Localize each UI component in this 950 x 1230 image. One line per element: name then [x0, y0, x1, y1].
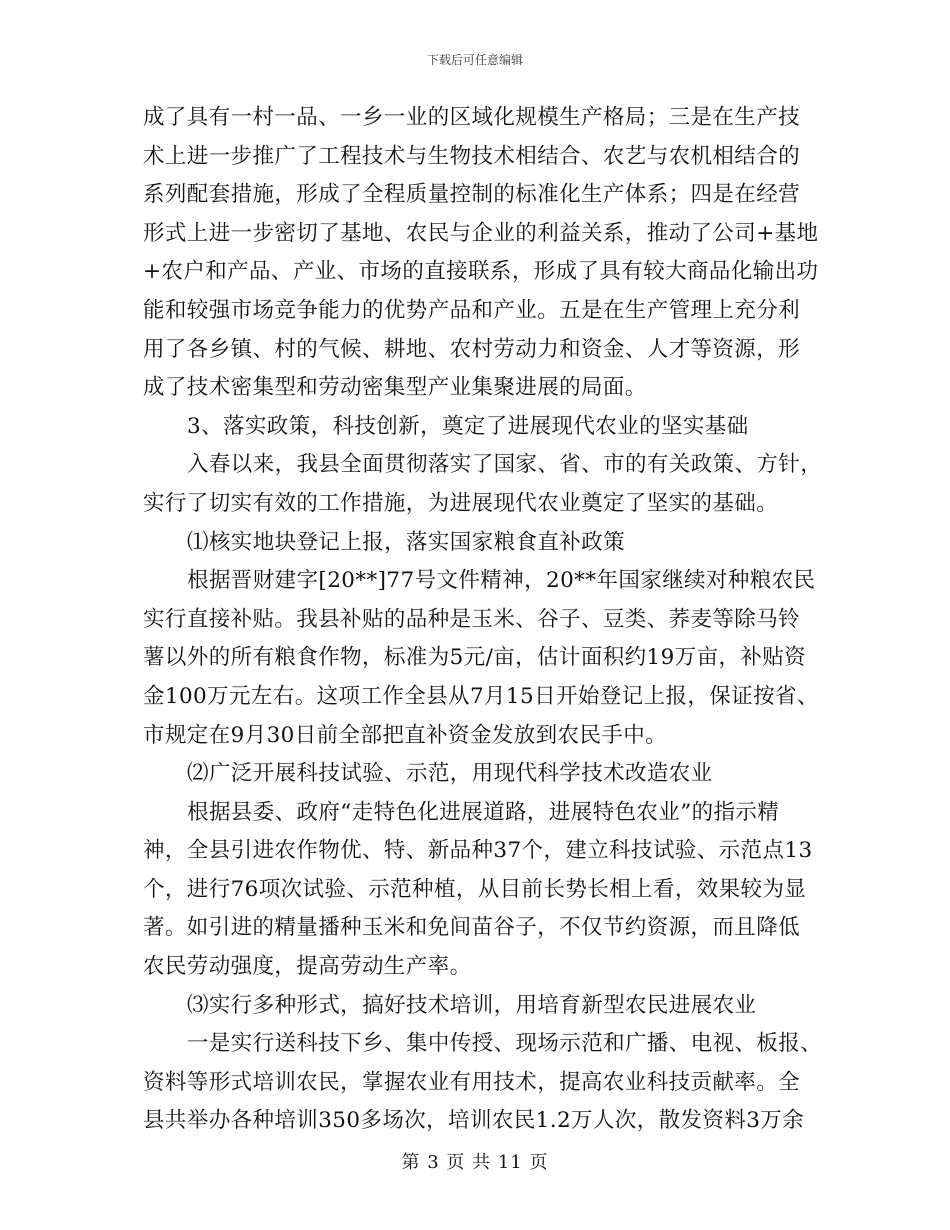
section-heading-3 [143, 408, 813, 447]
text-line: 农民劳动强度，提高劳动生产率。 [143, 954, 472, 980]
paragraph-2 [143, 446, 823, 523]
text-line: 县共举办各种培训350多场次，培训农民1.2万人次，散发资料3万余 [143, 1108, 805, 1134]
text-line: 神，全县引进农作物优、特、新品种37个，建立科技试验、示范点13 [143, 838, 813, 864]
paragraph-5 [143, 1025, 823, 1141]
subheading-text: ⑴核实地块登记上报，落实国家粮食直补政策 [187, 529, 626, 555]
text-line: 能和较强市场竞争能力的优势产品和产业。五是在生产管理上充分利 [143, 297, 801, 323]
text-line: 实行了切实有效的工作措施，为进展现代农业奠定了坚实的基础。 [143, 490, 779, 516]
text-line: 入春以来，我县全面贯彻落实了国家、省、市的有关政策、方针， [187, 452, 823, 478]
page-footer: 第 3 页 共 11 页 [401, 1152, 549, 1173]
subheading-text: ⑵广泛开展科技试验、示范，用现代科学技术改造农业 [187, 761, 713, 787]
text-line: 薯以外的所有粮食作物，标准为5元/亩，估计面积约19万亩，补贴资 [143, 645, 807, 671]
text-line: 系列配套措施，形成了全程质量控制的标准化生产体系；四是在经营 [143, 182, 801, 208]
text-line: 根据晋财建字[20**]77号文件精神，20**年国家继续对种粮农民 [187, 568, 816, 594]
text-line: 根据县委、政府“走特色化进展道路，进展特色农业”的指示精 [187, 799, 780, 825]
subheading-3 [143, 987, 813, 1026]
document-body [143, 99, 823, 1141]
text-line: 金100万元左右。这项工作全县从7月15日开始登记上报，保证按省、 [143, 683, 819, 709]
subheading-1 [143, 524, 813, 563]
subheading-2 [143, 755, 813, 794]
text-line: 成了技术密集型和劳动密集型产业集聚进展的局面。 [143, 375, 647, 401]
text-line: 市规定在9月30日前全部把直补资金发放到农民手中。 [143, 722, 668, 748]
text-line: 资料等形式培训农民，掌握农业有用技术，提高农业科技贡献率。全 [143, 1069, 801, 1095]
paragraph-3 [143, 562, 819, 755]
text-line: 实行直接补贴。我县补贴的品种是玉米、谷子、豆类、荞麦等除马铃 [143, 606, 801, 632]
heading-text: 3、落实政策，科技创新，奠定了进展现代农业的坚实基础 [187, 413, 749, 439]
text-line: 一是实行送科技下乡、集中传授、现场示范和广播、电视、板报、 [187, 1031, 823, 1057]
text-line: +农户和产品、产业、市场的直接联系，形成了具有较大商品化输出功 [143, 259, 819, 285]
text-line: 成了具有一村一品、一乡一业的区域化规模生产格局；三是在生产技 [143, 105, 801, 130]
page-header: 下载后可任意编辑 [426, 53, 523, 67]
paragraph-4 [143, 794, 813, 987]
subheading-text: ⑶实行多种形式，搞好技术培训，用培育新型农民进展农业 [187, 992, 757, 1018]
text-line: 用了各乡镇、村的气候、耕地、农村劳动力和资金、人才等资源，形 [143, 336, 801, 362]
text-line: 术上进一步推广了工程技术与生物技术相结合、农艺与农机相结合的 [143, 143, 801, 169]
text-line: 著。如引进的精量播种玉米和免间苗谷子，不仅节约资源，而且降低 [143, 915, 801, 941]
text-line: 形式上进一步密切了基地、农民与企业的利益关系，推动了公司+基地 [143, 220, 819, 246]
paragraph-1 [143, 99, 819, 408]
text-line: 个，进行76项次试验、示范种植，从目前长势长相上看，效果较为显 [143, 876, 807, 902]
